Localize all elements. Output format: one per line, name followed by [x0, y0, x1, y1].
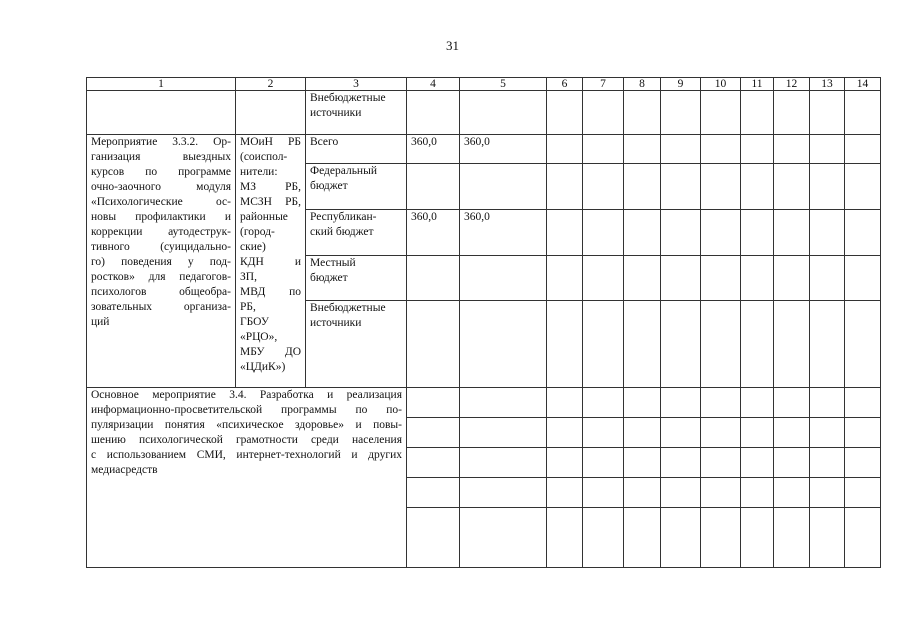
value-cell: [407, 164, 460, 210]
header-cell: 14: [845, 78, 881, 91]
value-cell: 360,0: [407, 135, 460, 164]
value-cell: 360,0: [460, 210, 547, 256]
text-line: ЗП,: [240, 271, 257, 283]
header-cell: 4: [407, 78, 460, 91]
text-line: МЗ РБ,: [240, 181, 301, 193]
text-line: зовательных организа-: [91, 301, 231, 313]
header-cell: 3: [306, 78, 407, 91]
measure-description: [87, 135, 236, 388]
text-line: (соиспол-: [240, 151, 288, 163]
source-cell: Федеральный бюджет: [306, 164, 407, 210]
text-line: районные: [240, 211, 288, 223]
header-cell: 1: [87, 78, 236, 91]
header-cell: 7: [583, 78, 624, 91]
value-cell: [407, 301, 460, 388]
source-cell: Республикан- ский бюджет: [306, 210, 407, 256]
value-cell: [460, 164, 547, 210]
header-cell: 5: [460, 78, 547, 91]
text-line: Основное мероприятие 3.4. Разработка и реализация: [91, 389, 402, 401]
header-cell: 2: [236, 78, 306, 91]
source-cell: Внебюджетные источники: [306, 301, 407, 388]
text-line: психологов общеобра-: [91, 286, 231, 298]
text-line: ГБОУ: [240, 316, 269, 328]
text-line: МСЗН РБ,: [240, 196, 301, 208]
text-line: очно-заочного модуля: [91, 181, 231, 193]
value-cell: [407, 256, 460, 301]
text-line: ций: [91, 316, 110, 328]
table-row: [87, 388, 881, 418]
header-cell: 8: [624, 78, 661, 91]
table-row: [87, 91, 881, 135]
text-line: ские): [240, 241, 266, 253]
text-line: «Психологические ос-: [91, 196, 231, 208]
text-line: новы профилактики и: [91, 211, 231, 223]
text-line: МБУ ДО: [240, 346, 301, 358]
source-cell: Всего: [306, 135, 407, 164]
text-line: КДН и: [240, 256, 301, 268]
text-line: МВД по: [240, 286, 301, 298]
text-line: МОиН РБ: [240, 136, 301, 148]
text-line: «РЦО»,: [240, 331, 278, 343]
table-row: [87, 135, 881, 164]
header-cell: 11: [741, 78, 774, 91]
text-line: (город-: [240, 226, 275, 238]
value-cell: 360,0: [407, 210, 460, 256]
header-cell: 13: [810, 78, 845, 91]
text-line: шению психологической грамотности среди населения: [91, 434, 402, 446]
header-row: [87, 78, 881, 91]
header-cell: 9: [661, 78, 701, 91]
source-cell: Местный бюджет: [306, 256, 407, 301]
text-line: информационно-просветительской программы по по-: [91, 404, 402, 416]
text-line: РБ,: [240, 301, 256, 313]
main-measure-description: [87, 388, 407, 568]
header-cell: 12: [774, 78, 810, 91]
value-cell: 360,0: [460, 135, 547, 164]
text-line: тивного (суицидально-: [91, 241, 231, 253]
header-cell: 6: [547, 78, 583, 91]
text-line: коррекции аутодеструк-: [91, 226, 231, 238]
text-line: медиасредств: [91, 464, 158, 476]
text-line: ростков» для педагогов-: [91, 271, 231, 283]
source-cell: Внебюджетные источники: [306, 91, 407, 135]
text-line: нители:: [240, 166, 278, 178]
value-cell: [460, 256, 547, 301]
measure-executors: [236, 135, 306, 388]
text-line: Мероприятие 3.3.2. Ор-: [91, 136, 231, 148]
text-line: «ЦДиК»): [240, 361, 286, 373]
value-cell: [460, 301, 547, 388]
text-line: пуляризации понятия «психическое здоровье» и повы-: [91, 419, 402, 431]
budget-table: [86, 77, 881, 568]
header-cell: 10: [701, 78, 741, 91]
text-line: ганизация выездных: [91, 151, 231, 163]
text-line: с использованием СМИ, интернет-технологий и других: [91, 449, 402, 461]
page-number: 31: [446, 38, 459, 53]
text-line: го) поведения у под-: [91, 256, 231, 268]
text-line: курсов по программе: [91, 166, 231, 178]
